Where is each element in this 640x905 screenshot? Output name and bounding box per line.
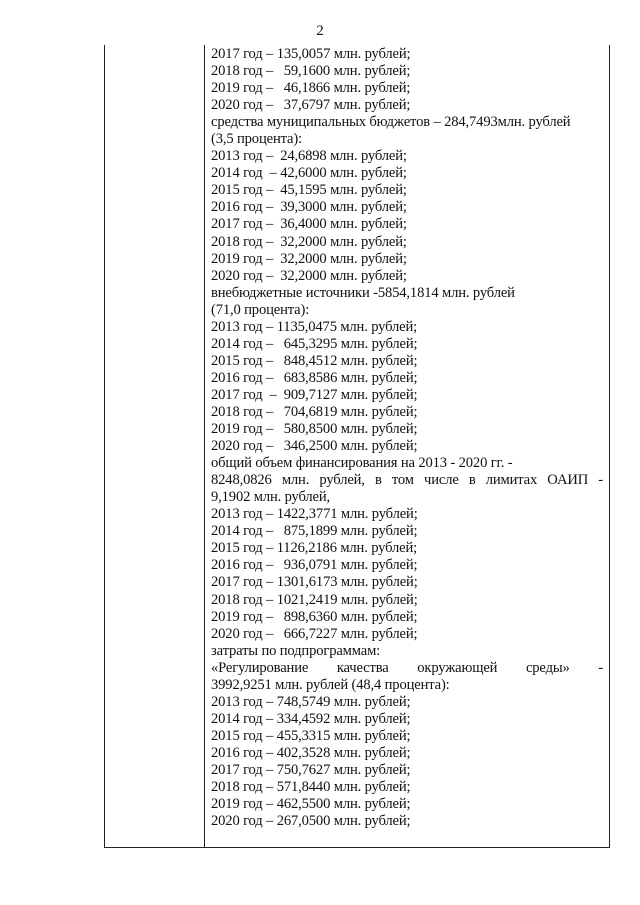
text-line: 2020 год – 267,0500 млн. рублей; [211,813,411,830]
text-line: 2014 год – 875,1899 млн. рублей; [211,523,418,540]
text-line: 2015 год – 848,4512 млн. рублей; [211,352,418,369]
text-line: 2014 год – 42,6000 млн. рублей; [211,165,407,182]
text-line: 2013 год – 1422,3771 млн. рублей; [211,506,418,523]
text-line: «Регулирование качества окружающей среды» - [211,659,603,676]
text-line: 2014 год – 334,4592 млн. рублей; [211,710,411,727]
text-line: 2018 год – 32,2000 млн. рублей; [211,233,407,250]
text-line: 2013 год – 1135,0475 млн. рублей; [211,318,418,335]
text-line: 2020 год – 346,2500 млн. рублей; [211,438,418,455]
text-line: 2017 год – 1301,6173 млн. рублей; [211,574,418,591]
text-line: 2019 год – 462,5500 млн. рублей; [211,796,411,813]
text-line: 2019 год – 32,2000 млн. рублей; [211,250,407,267]
text-line: (3,5 процента): [211,131,302,148]
text-line: 2018 год – 59,1600 млн. рублей; [211,63,411,80]
text-line: 2020 год – 32,2000 млн. рублей; [211,267,407,284]
text-line: 2015 год – 45,1595 млн. рублей; [211,182,407,199]
text-line: 2019 год – 46,1866 млн. рублей; [211,80,411,97]
text-line: 2020 год – 37,6797 млн. рублей; [211,97,411,114]
text-line: 2018 год – 571,8440 млн. рублей; [211,779,411,796]
text-line: общий объем финансирования на 2013 - 2020 гг. - [211,455,513,472]
text-line: 2018 год – 704,6819 млн. рублей; [211,403,418,420]
column-divider [204,45,205,847]
text-line: 2020 год – 666,7227 млн. рублей; [211,625,418,642]
financing-text-cell [211,46,603,830]
text-line: 2013 год – 748,5749 млн. рублей; [211,693,411,710]
text-line: 2017 год – 750,7627 млн. рублей; [211,761,411,778]
text-line: 2017 год – 909,7127 млн. рублей; [211,386,418,403]
text-line: 2017 год – 135,0057 млн. рублей; [211,46,411,62]
text-line: 2016 год – 683,8586 млн. рублей; [211,369,418,386]
text-line: 2019 год – 580,8500 млн. рублей; [211,421,418,438]
text-line: 2016 год – 936,0791 млн. рублей; [211,557,418,574]
text-line: 2019 год – 898,6360 млн. рублей; [211,608,418,625]
text-line: 2015 год – 1126,2186 млн. рублей; [211,540,418,557]
text-line: 2018 год – 1021,2419 млн. рублей; [211,591,418,608]
text-line: 8248,0826 млн. рублей, в том числе в лимитах ОАИП - [211,472,603,489]
text-line: затраты по подпрограммам: [211,642,381,659]
text-line: 2013 год – 24,6898 млн. рублей; [211,148,407,165]
text-line: средства муниципальных бюджетов – 284,7493млн. рублей [211,114,571,131]
text-line: 2016 год – 402,3528 млн. рублей; [211,744,411,761]
text-line: 2014 год – 645,3295 млн. рублей; [211,335,418,352]
text-line: 9,1902 млн. рублей, [211,489,331,506]
text-line: 2016 год – 39,3000 млн. рублей; [211,199,407,216]
text-line: внебюджетные источники -5854,1814 млн. рублей [211,284,515,301]
text-line: 2017 год – 36,4000 млн. рублей; [211,216,407,233]
text-line: 3992,9251 млн. рублей (48,4 процента): [211,676,450,693]
page-number: 2 [316,23,324,39]
text-line: 2015 год – 455,3315 млн. рублей; [211,727,411,744]
text-line: (71,0 процента): [211,301,310,318]
